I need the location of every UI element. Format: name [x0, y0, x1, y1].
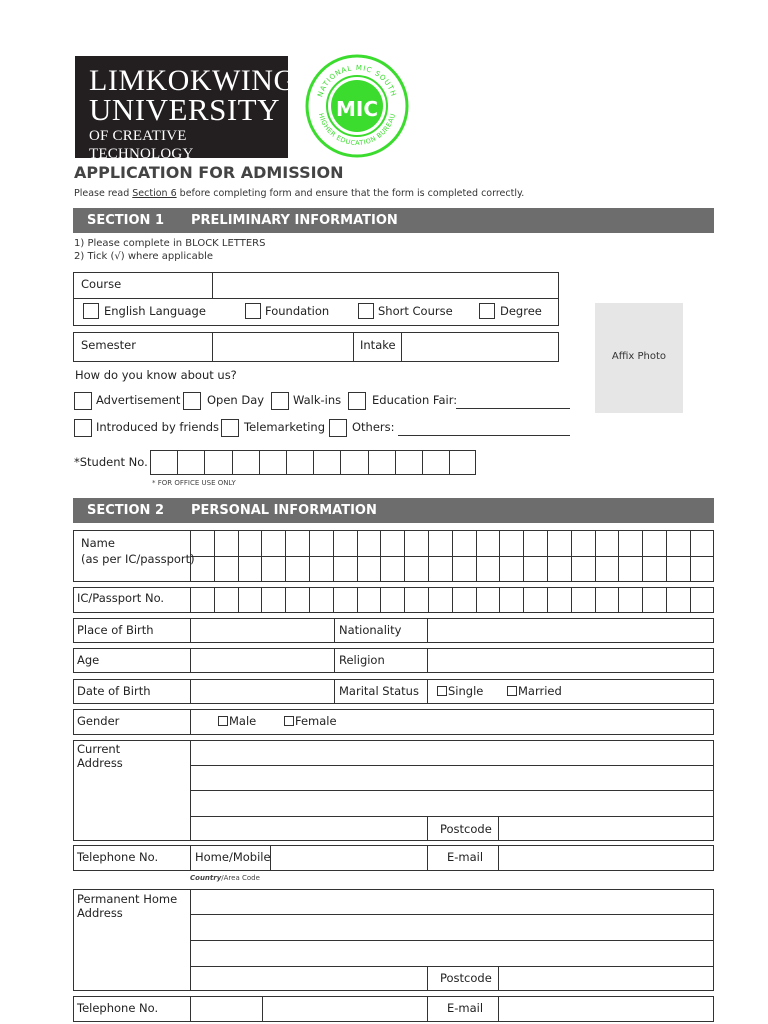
- intro-text: Please read Section 6 before completing form and ensure that the form is completed correctly.: [74, 188, 525, 199]
- cell-divider: [204, 450, 205, 475]
- cell-divider: [422, 450, 423, 475]
- cell-divider: [547, 587, 548, 613]
- cell-divider: [476, 530, 477, 582]
- section-6-link[interactable]: Section 6: [132, 188, 177, 199]
- logo-line-3: OF CREATIVE TECHNOLOGY: [89, 128, 194, 162]
- name-label: Name: [81, 536, 115, 550]
- checkbox-walk-ins[interactable]: [271, 392, 289, 410]
- dob-label: Date of Birth: [77, 684, 151, 698]
- mic-seal-icon: [304, 53, 410, 159]
- option-others: Others:: [352, 420, 395, 434]
- religion-input[interactable]: [428, 649, 713, 672]
- option-walk-ins: Walk-ins: [293, 393, 342, 407]
- seal-top-text: NATIONAL MIC SOUTH: [316, 63, 398, 98]
- current-address-label: Current: [77, 742, 121, 756]
- course-label: Course: [81, 277, 122, 291]
- cell-divider: [333, 587, 334, 613]
- female-label: Female: [295, 714, 337, 728]
- option-advertisement: Advertisement: [96, 393, 181, 407]
- cell-divider: [340, 450, 341, 475]
- checkbox-degree[interactable]: [479, 303, 495, 319]
- checkbox-foundation[interactable]: [245, 303, 261, 319]
- cell-divider: [595, 530, 596, 582]
- checkbox-male[interactable]: [218, 716, 228, 726]
- name-label-note: (as per IC/passport): [81, 552, 195, 566]
- option-telemarketing: Telemarketing: [244, 420, 326, 434]
- nationality-input[interactable]: [428, 619, 713, 642]
- note-block-letters: 1) Please complete in BLOCK LETTERS: [74, 238, 266, 249]
- cell-divider: [259, 450, 260, 475]
- cell-divider: [285, 587, 286, 613]
- cell-divider: [618, 587, 619, 613]
- age-input[interactable]: [191, 649, 334, 672]
- dob-input[interactable]: [191, 680, 334, 703]
- option-education-fair: Education Fair:: [372, 393, 458, 407]
- email-input[interactable]: [499, 846, 713, 870]
- course-input[interactable]: [212, 273, 558, 298]
- option-short-course: Short Course: [378, 304, 453, 318]
- option-english-language: English Language: [104, 304, 206, 318]
- postcode-input[interactable]: [499, 817, 713, 840]
- affix-photo-label: Affix Photo: [611, 351, 667, 362]
- cell-divider: [499, 530, 500, 582]
- checkbox-open-day[interactable]: [183, 392, 201, 410]
- form-title: APPLICATION FOR ADMISSION: [74, 163, 344, 182]
- cell-divider: [571, 530, 572, 582]
- note-tick: 2) Tick (√) where applicable: [74, 251, 214, 262]
- option-introduced-by-friends: Introduced by friends: [96, 420, 220, 434]
- checkbox-female[interactable]: [284, 716, 294, 726]
- seal-bottom-text: HIGHER EDUCATION BUREAU: [316, 112, 398, 148]
- cell-divider: [214, 530, 215, 582]
- university-logo: [75, 56, 296, 162]
- email-label-2: E-mail: [447, 1001, 484, 1015]
- email-label: E-mail: [447, 850, 484, 864]
- cell-divider: [380, 530, 381, 582]
- checkbox-married[interactable]: [507, 686, 517, 696]
- postcode-label-2: Postcode: [440, 971, 492, 985]
- option-degree: Degree: [500, 304, 542, 318]
- place-of-birth-input[interactable]: [191, 619, 334, 642]
- cell-divider: [261, 530, 262, 582]
- cell-divider: [261, 587, 262, 613]
- place-of-birth-label: Place of Birth: [77, 623, 154, 637]
- telephone-label: Telephone No.: [77, 850, 159, 864]
- cell-divider: [313, 450, 314, 475]
- affix-photo-area[interactable]: [595, 303, 683, 413]
- checkbox-introduced-by-friends[interactable]: [74, 419, 92, 437]
- cell-divider: [309, 530, 310, 582]
- email-input-2[interactable]: [499, 997, 713, 1021]
- religion-label: Religion: [339, 653, 385, 667]
- gender-label: Gender: [77, 714, 120, 728]
- telephone-label-2: Telephone No.: [77, 1001, 159, 1015]
- country-area-code-note: Country/Area Code: [190, 874, 260, 882]
- intake-input[interactable]: [402, 333, 558, 361]
- cell-divider: [595, 587, 596, 613]
- current-address-input[interactable]: [191, 741, 713, 815]
- office-use-note: * FOR OFFICE USE ONLY: [152, 479, 236, 487]
- cell-divider: [452, 530, 453, 582]
- current-address-label-2: Address: [77, 756, 123, 770]
- cell-divider: [690, 530, 691, 582]
- cell-divider: [286, 450, 287, 475]
- checkbox-single[interactable]: [437, 686, 447, 696]
- cell-divider: [642, 530, 643, 582]
- cell-divider: [452, 587, 453, 613]
- checkbox-english-language[interactable]: [83, 303, 99, 319]
- semester-input[interactable]: [213, 333, 353, 361]
- cell-divider: [499, 587, 500, 613]
- cell-divider: [571, 587, 572, 613]
- cell-divider: [666, 587, 667, 613]
- male-label: Male: [229, 714, 257, 728]
- cell-divider: [357, 530, 358, 582]
- option-open-day: Open Day: [207, 393, 265, 407]
- cell-divider: [523, 530, 524, 582]
- student-no-label: *Student No.: [74, 455, 148, 469]
- checkbox-others[interactable]: [329, 419, 347, 437]
- cell-divider: [333, 530, 334, 582]
- nationality-label: Nationality: [339, 623, 402, 637]
- telephone-input[interactable]: [271, 846, 427, 870]
- cell-divider: [404, 587, 405, 613]
- home-mobile-label: Home/Mobile: [195, 850, 271, 864]
- cell-divider: [523, 587, 524, 613]
- checkbox-telemarketing[interactable]: [221, 419, 239, 437]
- cell-divider: [449, 450, 450, 475]
- cell-divider: [232, 450, 233, 475]
- telephone-input-2[interactable]: [191, 997, 427, 1021]
- cell-divider: [428, 530, 429, 582]
- cell-divider: [285, 530, 286, 582]
- section-2-header: SECTION 2 PERSONAL INFORMATION: [73, 498, 714, 523]
- cell-divider: [309, 587, 310, 613]
- cell-divider: [214, 587, 215, 613]
- checkbox-education-fair[interactable]: [348, 392, 366, 410]
- cell-divider: [666, 530, 667, 582]
- cell-divider: [428, 587, 429, 613]
- permanent-address-label-2: Address: [77, 906, 123, 920]
- semester-label: Semester: [81, 338, 136, 352]
- married-label: Married: [518, 684, 562, 698]
- cell-divider: [642, 587, 643, 613]
- cell-divider: [368, 450, 369, 475]
- cell-divider: [238, 530, 239, 582]
- cell-divider: [690, 587, 691, 613]
- postcode-label: Postcode: [440, 822, 492, 836]
- cell-divider: [404, 530, 405, 582]
- education-fair-input[interactable]: [456, 408, 570, 409]
- know-about-us-label: How do you know about us?: [75, 368, 237, 382]
- others-input[interactable]: [398, 435, 570, 436]
- age-label: Age: [77, 653, 100, 667]
- postcode-input-2[interactable]: [499, 967, 713, 990]
- permanent-address-input[interactable]: [191, 890, 713, 965]
- permanent-address-label: Permanent Home: [77, 892, 178, 906]
- cell-divider: [177, 450, 178, 475]
- cell-divider: [238, 587, 239, 613]
- section-1-header: SECTION 1 PRELIMINARY INFORMATION: [73, 208, 714, 233]
- cell-divider: [357, 587, 358, 613]
- cell-divider: [476, 587, 477, 613]
- single-label: Single: [448, 684, 484, 698]
- marital-status-label: Marital Status: [339, 684, 419, 698]
- checkbox-advertisement[interactable]: [74, 392, 92, 410]
- intake-label: Intake: [360, 338, 396, 352]
- cell-divider: [618, 530, 619, 582]
- cell-divider: [395, 450, 396, 475]
- cell-divider: [547, 530, 548, 582]
- ic-label: IC/Passport No.: [77, 591, 165, 605]
- logo-line-2: UNIVERSITY: [89, 92, 280, 127]
- option-foundation: Foundation: [265, 304, 330, 318]
- seal-center-text: MIC: [335, 97, 379, 121]
- checkbox-short-course[interactable]: [358, 303, 374, 319]
- logo-line-1: LIMKOKWING: [89, 64, 296, 97]
- cell-divider: [380, 587, 381, 613]
